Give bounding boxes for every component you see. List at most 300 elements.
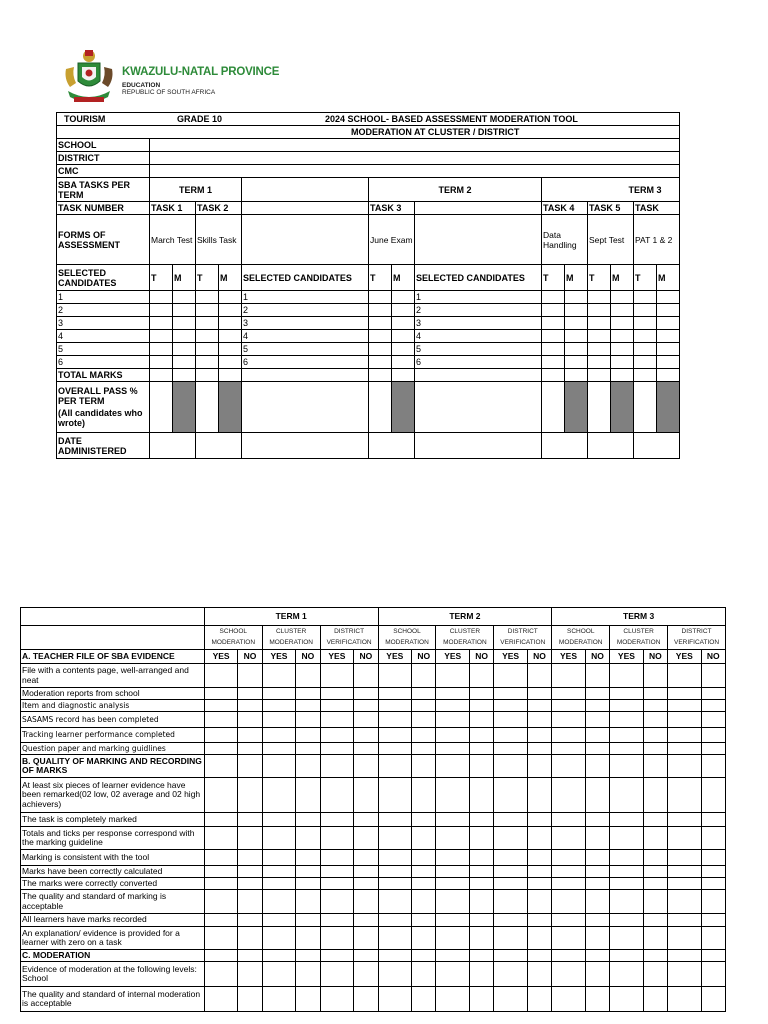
checkbox-cell[interactable] bbox=[354, 778, 378, 813]
checkbox-cell[interactable] bbox=[204, 850, 238, 866]
checkbox-cell[interactable] bbox=[668, 987, 702, 1012]
checkbox-cell[interactable] bbox=[296, 728, 320, 743]
checkbox-cell[interactable] bbox=[610, 778, 644, 813]
mark-cell[interactable] bbox=[369, 317, 392, 330]
checkbox-cell[interactable] bbox=[320, 827, 354, 850]
checkbox-cell[interactable] bbox=[436, 866, 470, 878]
mark-cell[interactable] bbox=[542, 343, 565, 356]
checkbox-cell[interactable] bbox=[494, 728, 528, 743]
mark-cell[interactable] bbox=[150, 304, 173, 317]
checkbox-cell[interactable] bbox=[378, 728, 412, 743]
checkbox-cell[interactable] bbox=[469, 878, 493, 890]
checkbox-cell[interactable] bbox=[552, 927, 586, 950]
checkbox-cell[interactable] bbox=[262, 878, 296, 890]
checkbox-cell[interactable] bbox=[354, 950, 378, 962]
mark-cell[interactable] bbox=[392, 330, 415, 343]
mark-cell[interactable] bbox=[565, 317, 588, 330]
checkbox-cell[interactable] bbox=[378, 914, 412, 927]
checkbox-cell[interactable] bbox=[436, 827, 470, 850]
checkbox-cell[interactable] bbox=[412, 987, 436, 1012]
checkbox-cell[interactable] bbox=[296, 950, 320, 962]
checkbox-cell[interactable] bbox=[643, 778, 667, 813]
checkbox-cell[interactable] bbox=[643, 850, 667, 866]
checkbox-cell[interactable] bbox=[320, 743, 354, 755]
checkbox-cell[interactable] bbox=[320, 962, 354, 987]
mark-cell[interactable] bbox=[611, 317, 634, 330]
checkbox-cell[interactable] bbox=[469, 688, 493, 700]
checkbox-cell[interactable] bbox=[494, 755, 528, 778]
checkbox-cell[interactable] bbox=[204, 700, 238, 712]
checkbox-cell[interactable] bbox=[668, 688, 702, 700]
checkbox-cell[interactable] bbox=[238, 778, 262, 813]
mark-cell[interactable] bbox=[392, 304, 415, 317]
checkbox-cell[interactable] bbox=[701, 987, 725, 1012]
checkbox-cell[interactable] bbox=[238, 700, 262, 712]
checkbox-cell[interactable] bbox=[436, 664, 470, 688]
checkbox-cell[interactable] bbox=[668, 712, 702, 728]
checkbox-cell[interactable] bbox=[354, 962, 378, 987]
checkbox-cell[interactable] bbox=[527, 890, 551, 914]
checkbox-cell[interactable] bbox=[527, 743, 551, 755]
mark-cell[interactable] bbox=[196, 356, 219, 369]
mark-cell[interactable] bbox=[196, 343, 219, 356]
checkbox-cell[interactable] bbox=[354, 850, 378, 866]
checkbox-cell[interactable] bbox=[643, 813, 667, 827]
checkbox-cell[interactable] bbox=[643, 927, 667, 950]
checkbox-cell[interactable] bbox=[610, 712, 644, 728]
checkbox-cell[interactable] bbox=[610, 914, 644, 927]
checkbox-cell[interactable] bbox=[204, 743, 238, 755]
checkbox-cell[interactable] bbox=[610, 728, 644, 743]
checkbox-cell[interactable] bbox=[552, 890, 586, 914]
checkbox-cell[interactable] bbox=[320, 664, 354, 688]
checkbox-cell[interactable] bbox=[262, 755, 296, 778]
checkbox-cell[interactable] bbox=[436, 700, 470, 712]
checkbox-cell[interactable] bbox=[436, 890, 470, 914]
checkbox-cell[interactable] bbox=[668, 927, 702, 950]
checkbox-cell[interactable] bbox=[469, 728, 493, 743]
checkbox-cell[interactable] bbox=[354, 755, 378, 778]
mark-cell[interactable] bbox=[173, 317, 196, 330]
checkbox-cell[interactable] bbox=[610, 664, 644, 688]
checkbox-cell[interactable] bbox=[238, 927, 262, 950]
checkbox-cell[interactable] bbox=[527, 914, 551, 927]
mark-cell[interactable] bbox=[219, 330, 242, 343]
checkbox-cell[interactable] bbox=[436, 743, 470, 755]
mark-cell[interactable] bbox=[657, 317, 680, 330]
checkbox-cell[interactable] bbox=[701, 664, 725, 688]
mark-cell[interactable] bbox=[173, 291, 196, 304]
checkbox-cell[interactable] bbox=[585, 950, 609, 962]
checkbox-cell[interactable] bbox=[494, 813, 528, 827]
checkbox-cell[interactable] bbox=[585, 712, 609, 728]
checkbox-cell[interactable] bbox=[238, 743, 262, 755]
checkbox-cell[interactable] bbox=[354, 712, 378, 728]
checkbox-cell[interactable] bbox=[469, 850, 493, 866]
checkbox-cell[interactable] bbox=[204, 755, 238, 778]
checkbox-cell[interactable] bbox=[320, 712, 354, 728]
checkbox-cell[interactable] bbox=[643, 890, 667, 914]
checkbox-cell[interactable] bbox=[436, 778, 470, 813]
checkbox-cell[interactable] bbox=[436, 688, 470, 700]
mark-cell[interactable] bbox=[369, 330, 392, 343]
checkbox-cell[interactable] bbox=[668, 866, 702, 878]
checkbox-cell[interactable] bbox=[643, 728, 667, 743]
mark-cell[interactable] bbox=[369, 304, 392, 317]
checkbox-cell[interactable] bbox=[701, 927, 725, 950]
checkbox-cell[interactable] bbox=[552, 743, 586, 755]
checkbox-cell[interactable] bbox=[701, 890, 725, 914]
mark-cell[interactable] bbox=[657, 330, 680, 343]
mark-cell[interactable] bbox=[634, 317, 657, 330]
checkbox-cell[interactable] bbox=[701, 950, 725, 962]
checkbox-cell[interactable] bbox=[378, 755, 412, 778]
mark-cell[interactable] bbox=[611, 330, 634, 343]
checkbox-cell[interactable] bbox=[610, 688, 644, 700]
checkbox-cell[interactable] bbox=[610, 850, 644, 866]
checkbox-cell[interactable] bbox=[238, 878, 262, 890]
checkbox-cell[interactable] bbox=[262, 813, 296, 827]
checkbox-cell[interactable] bbox=[412, 950, 436, 962]
checkbox-cell[interactable] bbox=[585, 813, 609, 827]
checkbox-cell[interactable] bbox=[469, 866, 493, 878]
checkbox-cell[interactable] bbox=[527, 866, 551, 878]
checkbox-cell[interactable] bbox=[552, 778, 586, 813]
checkbox-cell[interactable] bbox=[354, 728, 378, 743]
mark-cell[interactable] bbox=[588, 343, 611, 356]
checkbox-cell[interactable] bbox=[585, 728, 609, 743]
checkbox-cell[interactable] bbox=[643, 987, 667, 1012]
mark-cell[interactable] bbox=[196, 291, 219, 304]
checkbox-cell[interactable] bbox=[296, 850, 320, 866]
checkbox-cell[interactable] bbox=[296, 688, 320, 700]
checkbox-cell[interactable] bbox=[204, 728, 238, 743]
mark-cell[interactable] bbox=[565, 304, 588, 317]
checkbox-cell[interactable] bbox=[668, 850, 702, 866]
checkbox-cell[interactable] bbox=[378, 664, 412, 688]
mark-cell[interactable] bbox=[657, 291, 680, 304]
checkbox-cell[interactable] bbox=[412, 664, 436, 688]
checkbox-cell[interactable] bbox=[552, 755, 586, 778]
checkbox-cell[interactable] bbox=[494, 890, 528, 914]
checkbox-cell[interactable] bbox=[494, 962, 528, 987]
checkbox-cell[interactable] bbox=[412, 890, 436, 914]
checkbox-cell[interactable] bbox=[527, 878, 551, 890]
checkbox-cell[interactable] bbox=[494, 743, 528, 755]
checkbox-cell[interactable] bbox=[494, 927, 528, 950]
checkbox-cell[interactable] bbox=[262, 927, 296, 950]
mark-cell[interactable] bbox=[369, 356, 392, 369]
checkbox-cell[interactable] bbox=[494, 987, 528, 1012]
checkbox-cell[interactable] bbox=[436, 987, 470, 1012]
checkbox-cell[interactable] bbox=[552, 827, 586, 850]
checkbox-cell[interactable] bbox=[412, 866, 436, 878]
checkbox-cell[interactable] bbox=[469, 927, 493, 950]
checkbox-cell[interactable] bbox=[320, 927, 354, 950]
checkbox-cell[interactable] bbox=[354, 866, 378, 878]
checkbox-cell[interactable] bbox=[204, 914, 238, 927]
checkbox-cell[interactable] bbox=[494, 664, 528, 688]
checkbox-cell[interactable] bbox=[552, 878, 586, 890]
checkbox-cell[interactable] bbox=[585, 987, 609, 1012]
mark-cell[interactable] bbox=[150, 330, 173, 343]
checkbox-cell[interactable] bbox=[527, 755, 551, 778]
mark-cell[interactable] bbox=[588, 317, 611, 330]
checkbox-cell[interactable] bbox=[262, 700, 296, 712]
mark-cell[interactable] bbox=[657, 356, 680, 369]
checkbox-cell[interactable] bbox=[296, 664, 320, 688]
checkbox-cell[interactable] bbox=[296, 914, 320, 927]
mark-cell[interactable] bbox=[611, 291, 634, 304]
checkbox-cell[interactable] bbox=[296, 778, 320, 813]
checkbox-cell[interactable] bbox=[204, 664, 238, 688]
checkbox-cell[interactable] bbox=[643, 962, 667, 987]
checkbox-cell[interactable] bbox=[436, 878, 470, 890]
mark-cell[interactable] bbox=[542, 291, 565, 304]
checkbox-cell[interactable] bbox=[552, 850, 586, 866]
checkbox-cell[interactable] bbox=[262, 987, 296, 1012]
checkbox-cell[interactable] bbox=[552, 688, 586, 700]
checkbox-cell[interactable] bbox=[701, 866, 725, 878]
mark-cell[interactable] bbox=[634, 356, 657, 369]
checkbox-cell[interactable] bbox=[296, 878, 320, 890]
mark-cell[interactable] bbox=[219, 304, 242, 317]
checkbox-cell[interactable] bbox=[354, 688, 378, 700]
checkbox-cell[interactable] bbox=[668, 878, 702, 890]
checkbox-cell[interactable] bbox=[494, 688, 528, 700]
checkbox-cell[interactable] bbox=[436, 712, 470, 728]
mark-cell[interactable] bbox=[542, 317, 565, 330]
checkbox-cell[interactable] bbox=[320, 755, 354, 778]
checkbox-cell[interactable] bbox=[701, 743, 725, 755]
checkbox-cell[interactable] bbox=[610, 700, 644, 712]
checkbox-cell[interactable] bbox=[701, 778, 725, 813]
checkbox-cell[interactable] bbox=[610, 755, 644, 778]
checkbox-cell[interactable] bbox=[527, 778, 551, 813]
mark-cell[interactable] bbox=[611, 356, 634, 369]
checkbox-cell[interactable] bbox=[494, 850, 528, 866]
checkbox-cell[interactable] bbox=[320, 850, 354, 866]
checkbox-cell[interactable] bbox=[668, 700, 702, 712]
checkbox-cell[interactable] bbox=[320, 813, 354, 827]
checkbox-cell[interactable] bbox=[668, 813, 702, 827]
checkbox-cell[interactable] bbox=[378, 700, 412, 712]
checkbox-cell[interactable] bbox=[378, 987, 412, 1012]
mark-cell[interactable] bbox=[219, 356, 242, 369]
checkbox-cell[interactable] bbox=[320, 700, 354, 712]
cmc-field[interactable] bbox=[150, 165, 680, 178]
checkbox-cell[interactable] bbox=[296, 927, 320, 950]
district-field[interactable] bbox=[150, 152, 680, 165]
checkbox-cell[interactable] bbox=[701, 712, 725, 728]
checkbox-cell[interactable] bbox=[552, 664, 586, 688]
checkbox-cell[interactable] bbox=[610, 866, 644, 878]
checkbox-cell[interactable] bbox=[527, 987, 551, 1012]
checkbox-cell[interactable] bbox=[436, 914, 470, 927]
checkbox-cell[interactable] bbox=[354, 914, 378, 927]
checkbox-cell[interactable] bbox=[585, 827, 609, 850]
checkbox-cell[interactable] bbox=[585, 755, 609, 778]
checkbox-cell[interactable] bbox=[262, 664, 296, 688]
checkbox-cell[interactable] bbox=[436, 755, 470, 778]
mark-cell[interactable] bbox=[173, 356, 196, 369]
mark-cell[interactable] bbox=[392, 291, 415, 304]
mark-cell[interactable] bbox=[150, 356, 173, 369]
checkbox-cell[interactable] bbox=[643, 878, 667, 890]
checkbox-cell[interactable] bbox=[412, 688, 436, 700]
checkbox-cell[interactable] bbox=[494, 914, 528, 927]
checkbox-cell[interactable] bbox=[412, 700, 436, 712]
mark-cell[interactable] bbox=[634, 330, 657, 343]
checkbox-cell[interactable] bbox=[204, 962, 238, 987]
checkbox-cell[interactable] bbox=[552, 962, 586, 987]
checkbox-cell[interactable] bbox=[552, 700, 586, 712]
mark-cell[interactable] bbox=[565, 356, 588, 369]
mark-cell[interactable] bbox=[196, 317, 219, 330]
mark-cell[interactable] bbox=[634, 291, 657, 304]
checkbox-cell[interactable] bbox=[296, 712, 320, 728]
checkbox-cell[interactable] bbox=[668, 664, 702, 688]
checkbox-cell[interactable] bbox=[610, 962, 644, 987]
checkbox-cell[interactable] bbox=[412, 914, 436, 927]
checkbox-cell[interactable] bbox=[527, 813, 551, 827]
checkbox-cell[interactable] bbox=[412, 712, 436, 728]
checkbox-cell[interactable] bbox=[527, 927, 551, 950]
mark-cell[interactable] bbox=[173, 304, 196, 317]
checkbox-cell[interactable] bbox=[378, 743, 412, 755]
mark-cell[interactable] bbox=[150, 343, 173, 356]
checkbox-cell[interactable] bbox=[204, 688, 238, 700]
checkbox-cell[interactable] bbox=[527, 712, 551, 728]
checkbox-cell[interactable] bbox=[296, 987, 320, 1012]
checkbox-cell[interactable] bbox=[701, 728, 725, 743]
checkbox-cell[interactable] bbox=[527, 962, 551, 987]
checkbox-cell[interactable] bbox=[585, 914, 609, 927]
checkbox-cell[interactable] bbox=[494, 827, 528, 850]
checkbox-cell[interactable] bbox=[354, 827, 378, 850]
checkbox-cell[interactable] bbox=[701, 962, 725, 987]
checkbox-cell[interactable] bbox=[469, 987, 493, 1012]
checkbox-cell[interactable] bbox=[701, 700, 725, 712]
checkbox-cell[interactable] bbox=[320, 987, 354, 1012]
checkbox-cell[interactable] bbox=[527, 827, 551, 850]
checkbox-cell[interactable] bbox=[436, 950, 470, 962]
checkbox-cell[interactable] bbox=[436, 813, 470, 827]
checkbox-cell[interactable] bbox=[262, 950, 296, 962]
mark-cell[interactable] bbox=[173, 343, 196, 356]
checkbox-cell[interactable] bbox=[469, 950, 493, 962]
checkbox-cell[interactable] bbox=[296, 700, 320, 712]
checkbox-cell[interactable] bbox=[469, 743, 493, 755]
checkbox-cell[interactable] bbox=[296, 813, 320, 827]
checkbox-cell[interactable] bbox=[412, 850, 436, 866]
checkbox-cell[interactable] bbox=[296, 962, 320, 987]
checkbox-cell[interactable] bbox=[354, 743, 378, 755]
mark-cell[interactable] bbox=[542, 330, 565, 343]
checkbox-cell[interactable] bbox=[668, 890, 702, 914]
checkbox-cell[interactable] bbox=[469, 890, 493, 914]
checkbox-cell[interactable] bbox=[643, 688, 667, 700]
checkbox-cell[interactable] bbox=[296, 755, 320, 778]
checkbox-cell[interactable] bbox=[643, 664, 667, 688]
checkbox-cell[interactable] bbox=[378, 778, 412, 813]
mark-cell[interactable] bbox=[150, 317, 173, 330]
checkbox-cell[interactable] bbox=[204, 827, 238, 850]
checkbox-cell[interactable] bbox=[643, 712, 667, 728]
checkbox-cell[interactable] bbox=[494, 866, 528, 878]
checkbox-cell[interactable] bbox=[668, 962, 702, 987]
checkbox-cell[interactable] bbox=[527, 664, 551, 688]
checkbox-cell[interactable] bbox=[378, 850, 412, 866]
mark-cell[interactable] bbox=[392, 356, 415, 369]
checkbox-cell[interactable] bbox=[585, 927, 609, 950]
checkbox-cell[interactable] bbox=[262, 890, 296, 914]
checkbox-cell[interactable] bbox=[610, 813, 644, 827]
checkbox-cell[interactable] bbox=[494, 878, 528, 890]
mark-cell[interactable] bbox=[611, 343, 634, 356]
checkbox-cell[interactable] bbox=[378, 890, 412, 914]
checkbox-cell[interactable] bbox=[320, 778, 354, 813]
mark-cell[interactable] bbox=[392, 317, 415, 330]
checkbox-cell[interactable] bbox=[494, 778, 528, 813]
checkbox-cell[interactable] bbox=[552, 712, 586, 728]
checkbox-cell[interactable] bbox=[354, 878, 378, 890]
checkbox-cell[interactable] bbox=[296, 827, 320, 850]
checkbox-cell[interactable] bbox=[643, 827, 667, 850]
mark-cell[interactable] bbox=[565, 291, 588, 304]
checkbox-cell[interactable] bbox=[668, 914, 702, 927]
checkbox-cell[interactable] bbox=[610, 987, 644, 1012]
checkbox-cell[interactable] bbox=[527, 728, 551, 743]
checkbox-cell[interactable] bbox=[585, 850, 609, 866]
checkbox-cell[interactable] bbox=[701, 813, 725, 827]
checkbox-cell[interactable] bbox=[643, 743, 667, 755]
checkbox-cell[interactable] bbox=[262, 914, 296, 927]
checkbox-cell[interactable] bbox=[585, 890, 609, 914]
checkbox-cell[interactable] bbox=[238, 827, 262, 850]
checkbox-cell[interactable] bbox=[668, 827, 702, 850]
checkbox-cell[interactable] bbox=[610, 927, 644, 950]
checkbox-cell[interactable] bbox=[262, 778, 296, 813]
checkbox-cell[interactable] bbox=[552, 728, 586, 743]
checkbox-cell[interactable] bbox=[668, 950, 702, 962]
checkbox-cell[interactable] bbox=[701, 878, 725, 890]
checkbox-cell[interactable] bbox=[469, 962, 493, 987]
checkbox-cell[interactable] bbox=[668, 728, 702, 743]
mark-cell[interactable] bbox=[588, 330, 611, 343]
checkbox-cell[interactable] bbox=[204, 927, 238, 950]
checkbox-cell[interactable] bbox=[238, 914, 262, 927]
checkbox-cell[interactable] bbox=[436, 850, 470, 866]
mark-cell[interactable] bbox=[173, 330, 196, 343]
mark-cell[interactable] bbox=[150, 291, 173, 304]
checkbox-cell[interactable] bbox=[469, 712, 493, 728]
checkbox-cell[interactable] bbox=[643, 950, 667, 962]
checkbox-cell[interactable] bbox=[585, 866, 609, 878]
checkbox-cell[interactable] bbox=[469, 755, 493, 778]
mark-cell[interactable] bbox=[657, 304, 680, 317]
checkbox-cell[interactable] bbox=[552, 987, 586, 1012]
checkbox-cell[interactable] bbox=[668, 743, 702, 755]
checkbox-cell[interactable] bbox=[238, 866, 262, 878]
checkbox-cell[interactable] bbox=[204, 890, 238, 914]
checkbox-cell[interactable] bbox=[378, 712, 412, 728]
checkbox-cell[interactable] bbox=[412, 827, 436, 850]
checkbox-cell[interactable] bbox=[527, 688, 551, 700]
checkbox-cell[interactable] bbox=[378, 827, 412, 850]
checkbox-cell[interactable] bbox=[238, 890, 262, 914]
checkbox-cell[interactable] bbox=[585, 664, 609, 688]
